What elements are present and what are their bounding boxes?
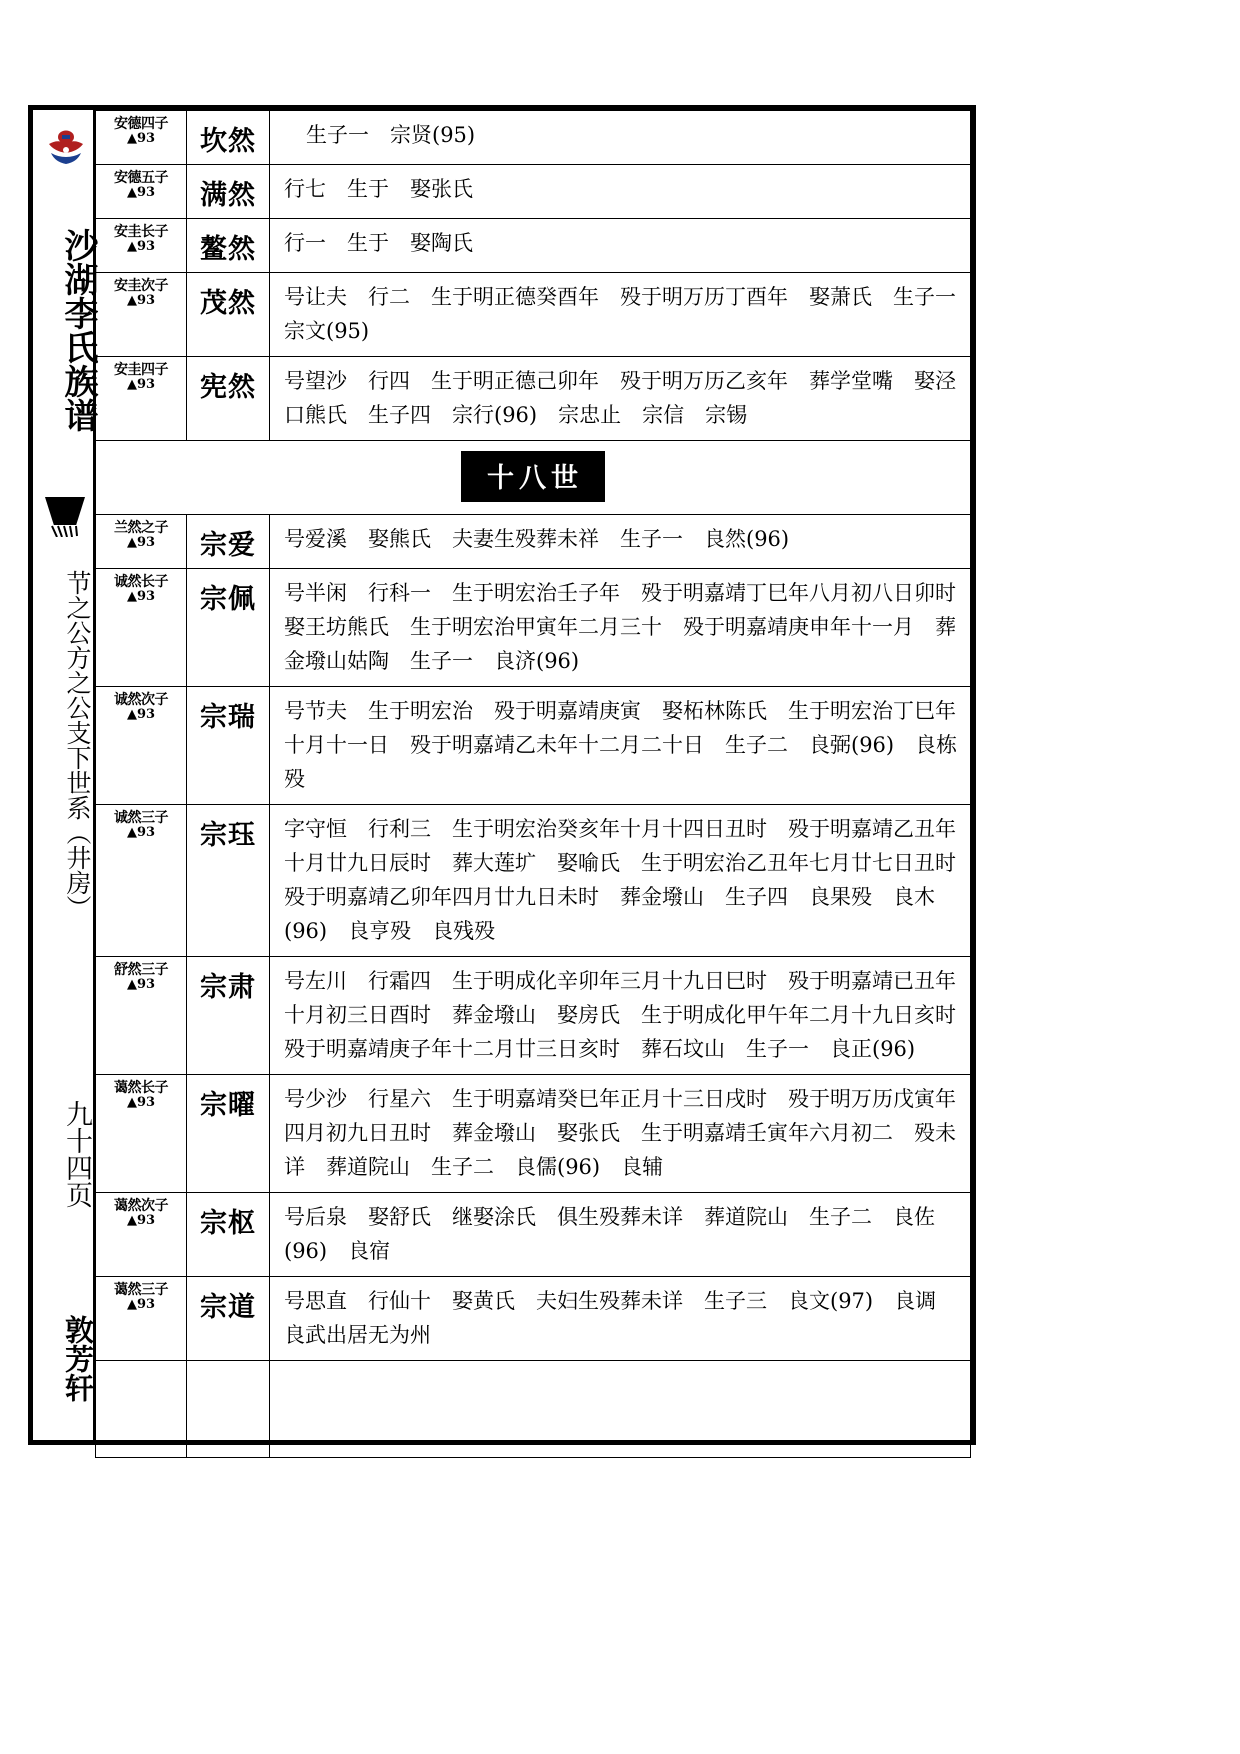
person-name: 茂然 bbox=[187, 273, 270, 357]
relation-cell bbox=[96, 111, 187, 165]
generation-mark: ▲93 bbox=[126, 1213, 156, 1229]
person-record: 号节夫 生于明宏治 殁于明嘉靖庚寅 娶柘林陈氏 生于明宏治丁巳年十月十一日 殁于明嘉靖乙未年十二月二十日 生子二 良弼(96) 良栋殁 bbox=[270, 687, 971, 805]
table-row bbox=[96, 357, 971, 441]
spine-title: 沙湖李氏族谱 bbox=[58, 228, 98, 432]
person-name: 鳌然 bbox=[187, 219, 270, 273]
generation-mark: ▲93 bbox=[126, 1095, 156, 1111]
person-record: 行七 生于 娶张氏 bbox=[270, 165, 971, 219]
person-name: 宗爱 bbox=[187, 515, 270, 569]
person-record: 号半闲 行科一 生于明宏治壬子年 殁于明嘉靖丁巳年八月初八日卯时 娶王坊熊氏 生于明宏治甲寅年二月三十 殁于明嘉靖庚申年十一月 葬金墢山姑陶 生子一 良济(96) bbox=[270, 569, 971, 687]
filler-name-cell bbox=[187, 1361, 270, 1458]
person-name: 坎然 bbox=[187, 111, 270, 165]
relation-label: 蔼然次子 bbox=[114, 1198, 168, 1215]
person-name: 宗枢 bbox=[187, 1193, 270, 1277]
table-row bbox=[96, 1193, 971, 1277]
person-record: 号后泉 娶舒氏 继娶涂氏 俱生殁葬未详 葬道院山 生子二 良佐(96) 良宿 bbox=[270, 1193, 971, 1277]
generation-mark: ▲93 bbox=[126, 589, 156, 605]
generation-banner-row bbox=[96, 441, 971, 515]
relation-label: 诚然三子 bbox=[114, 810, 168, 827]
table-row bbox=[96, 515, 971, 569]
relation-label: 安圭次子 bbox=[114, 278, 168, 294]
table-row-filler bbox=[96, 1361, 971, 1458]
relation-cell bbox=[96, 219, 187, 273]
person-name: 宗曜 bbox=[187, 1075, 270, 1193]
relation-cell bbox=[96, 805, 187, 957]
relation-cell bbox=[96, 569, 187, 687]
clan-seal-logo bbox=[45, 128, 87, 170]
genealogy-table bbox=[95, 110, 977, 1458]
filler-relation-cell bbox=[96, 1361, 187, 1458]
person-record: 行一 生于 娶陶氏 bbox=[270, 219, 971, 273]
person-name: 宗道 bbox=[187, 1277, 270, 1361]
relation-cell bbox=[96, 1193, 187, 1277]
generation-mark: ▲93 bbox=[126, 239, 156, 255]
table-row bbox=[96, 687, 971, 805]
table-row bbox=[96, 273, 971, 357]
relation-label: 舒然三子 bbox=[114, 962, 168, 979]
person-record: 号少沙 行星六 生于明嘉靖癸巳年正月十三日戌时 殁于明万历戊寅年四月初九日丑时 葬金墢山 娶张氏 生于明嘉靖壬寅年六月初二 殁未详 葬道院山 生子二 良儒(96) 良辅 bbox=[270, 1075, 971, 1193]
generation-mark: ▲93 bbox=[126, 977, 156, 993]
spine-studio-name: 敦芳轩 bbox=[61, 1315, 95, 1402]
generation-mark: ▲93 bbox=[126, 825, 156, 841]
spine-column bbox=[33, 110, 98, 1440]
relation-label: 蔼然长子 bbox=[114, 1080, 168, 1097]
person-record: 号望沙 行四 生于明正德己卯年 殁于明万历乙亥年 葬学堂嘴 娶泾口熊氏 生子四 宗行(96) 宗忠止 宗信 宗锡 bbox=[270, 357, 971, 441]
generation-badge: 十八世 bbox=[461, 451, 605, 502]
generation-mark: ▲93 bbox=[126, 707, 156, 723]
table-row bbox=[96, 219, 971, 273]
spine-wedge-ornament bbox=[43, 495, 87, 537]
relation-label: 安圭四子 bbox=[114, 362, 168, 379]
person-record: 生子一 宗贤(95) bbox=[270, 111, 971, 165]
relation-cell bbox=[96, 165, 187, 219]
relation-cell bbox=[96, 687, 187, 805]
person-record: 号让夫 行二 生于明正德癸酉年 殁于明万历丁酉年 娶萧氏 生子一 宗文(95) bbox=[270, 273, 971, 357]
person-record: 号左川 行霜四 生于明成化辛卯年三月十九日巳时 殁于明嘉靖已丑年十月初三日酉时 葬金墢山 娶房氏 生于明成化甲午年二月十九日亥时 殁于明嘉靖庚子年十二月廿三日亥时 葬石坟山 生子一 良正(96) bbox=[270, 957, 971, 1075]
table-row bbox=[96, 1075, 971, 1193]
person-name: 宗珏 bbox=[187, 805, 270, 957]
person-record: 号爱溪 娶熊氏 夫妻生殁葬未祥 生子一 良然(96) bbox=[270, 515, 971, 569]
person-name: 宪然 bbox=[187, 357, 270, 441]
generation-banner-cell bbox=[96, 441, 971, 515]
relation-label: 诚然次子 bbox=[114, 692, 168, 709]
relation-label: 诚然长子 bbox=[114, 574, 168, 591]
person-name: 宗肃 bbox=[187, 957, 270, 1075]
relation-label: 兰然之子 bbox=[114, 520, 168, 537]
spine-subtitle: 节之公方之公支下世系（井房） bbox=[63, 570, 92, 920]
relation-label: 蔼然三子 bbox=[114, 1282, 168, 1299]
person-name: 宗瑞 bbox=[187, 687, 270, 805]
relation-cell bbox=[96, 273, 187, 357]
generation-mark: ▲93 bbox=[126, 535, 156, 551]
relation-label: 安德四子 bbox=[114, 116, 168, 132]
table-row bbox=[96, 1277, 971, 1361]
table-row bbox=[96, 111, 971, 165]
person-record: 字守恒 行利三 生于明宏治癸亥年十月十四日丑时 殁于明嘉靖乙丑年十月廿九日辰时 葬大莲圹 娶喻氏 生于明宏治乙丑年七月廿七日丑时 殁于明嘉靖乙卯年四月廿九日未时 葬金墢山 生子四 良果殁 良木(96) 良亨殁 良残殁 bbox=[270, 805, 971, 957]
filler-body-cell bbox=[270, 1361, 971, 1458]
relation-cell bbox=[96, 357, 187, 441]
table-row bbox=[96, 569, 971, 687]
generation-mark: ▲93 bbox=[126, 377, 156, 393]
person-name: 满然 bbox=[187, 165, 270, 219]
relation-label: 安圭长子 bbox=[114, 224, 168, 240]
person-name: 宗佩 bbox=[187, 569, 270, 687]
table-row bbox=[96, 805, 971, 957]
relation-cell bbox=[96, 1075, 187, 1193]
table-row bbox=[96, 957, 971, 1075]
relation-cell bbox=[96, 1277, 187, 1361]
spine-page-label: 九十四页 bbox=[61, 1100, 92, 1208]
generation-mark: ▲93 bbox=[126, 1297, 156, 1313]
generation-mark: ▲93 bbox=[126, 131, 156, 147]
table-row bbox=[96, 165, 971, 219]
relation-cell bbox=[96, 515, 187, 569]
person-record: 号思直 行仙十 娶黄氏 夫妇生殁葬未详 生子三 良文(97) 良调 良武出居无为州 bbox=[270, 1277, 971, 1361]
relation-label: 安德五子 bbox=[114, 170, 168, 186]
generation-mark: ▲93 bbox=[126, 185, 156, 201]
generation-mark: ▲93 bbox=[126, 293, 156, 309]
relation-cell bbox=[96, 957, 187, 1075]
